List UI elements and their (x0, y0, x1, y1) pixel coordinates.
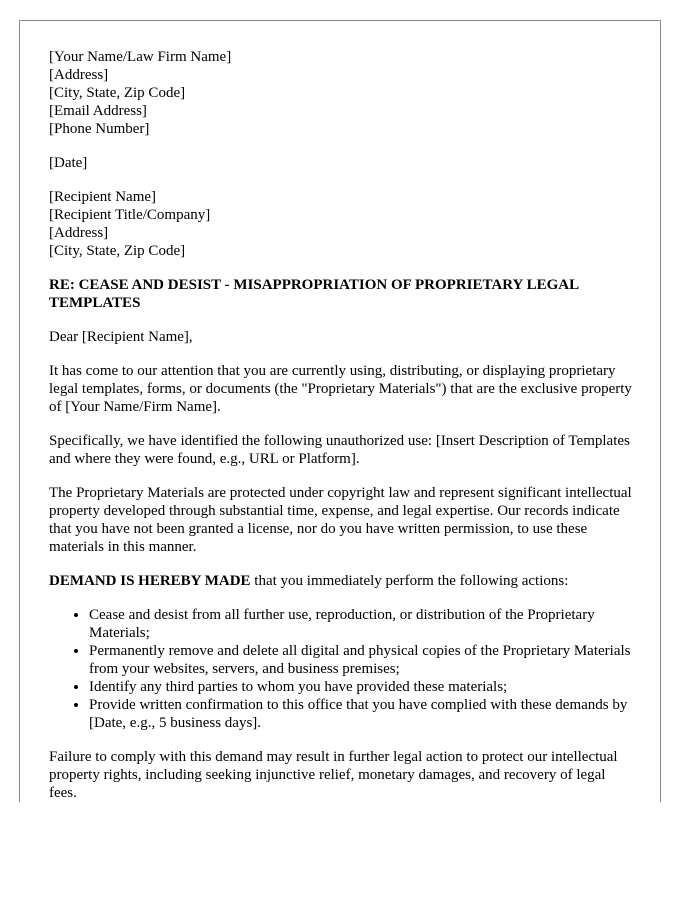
paragraph-unauthorized-use: Specifically, we have identified the following unauthorized use: [Insert Description of Templates and where they were found, e.g., URL or Platform]. (49, 433, 630, 467)
paragraph-protection: The Proprietary Materials are protected under copyright law and represent significant intellectual property developed through substantial time, expense, and legal expertise. Our records indicate that you have not been granted a license, nor do you have written permission, to use these materials in this manner. (49, 485, 632, 555)
recipient-name: [Recipient Name] (49, 189, 157, 205)
recipient-address: [Address] (49, 225, 109, 241)
letter-content (49, 48, 634, 802)
sender-phone: [Phone Number] (49, 121, 150, 137)
paragraph-notice: It has come to our attention that you are currently using, distributing, or displaying proprietary legal templates, forms, or documents (the "Proprietary Materials") that are the exclusive property of [Your Name/Firm Name]. (49, 363, 632, 415)
demand-rest: that you immediately perform the following actions: (250, 573, 569, 589)
list-item: • Identify any third parties to whom you have provided these materials; (89, 678, 634, 696)
list-item: • Provide written confirmation to this office that you have complied with these demands by [Date, e.g., 5 business days]. (89, 696, 634, 732)
letter-date: [Date] (49, 155, 88, 171)
letter-page (19, 20, 661, 802)
demand-paragraph (49, 572, 634, 590)
sender-block (49, 48, 634, 138)
sender-address: [Address] (49, 67, 109, 83)
salutation: Dear [Recipient Name], (49, 329, 193, 345)
sender-name: [Your Name/Law Firm Name] (49, 49, 232, 65)
paragraph-consequences: Failure to comply with this demand may result in further legal action to protect our intellectual property rights, including seeking injunctive relief, monetary damages, and recovery of legal fees. (49, 749, 618, 801)
subject-line: RE: CEASE AND DESIST - MISAPPROPRIATION OF PROPRIETARY LEGAL TEMPLATES (49, 277, 579, 311)
recipient-title-company: [Recipient Title/Company] (49, 207, 211, 223)
recipient-city-state-zip: [City, State, Zip Code] (49, 243, 186, 259)
sender-email: [Email Address] (49, 103, 147, 119)
recipient-block (49, 188, 634, 260)
date-block (49, 154, 634, 172)
demand-bold-lead: DEMAND IS HEREBY MADE (49, 573, 251, 589)
actions-list (49, 606, 634, 732)
list-item: • Permanently remove and delete all digital and physical copies of the Proprietary Materials from your websites, servers, and business premises; (89, 642, 634, 678)
list-item: • Cease and desist from all further use, reproduction, or distribution of the Proprietary Materials; (89, 606, 634, 642)
sender-city-state-zip: [City, State, Zip Code] (49, 85, 186, 101)
